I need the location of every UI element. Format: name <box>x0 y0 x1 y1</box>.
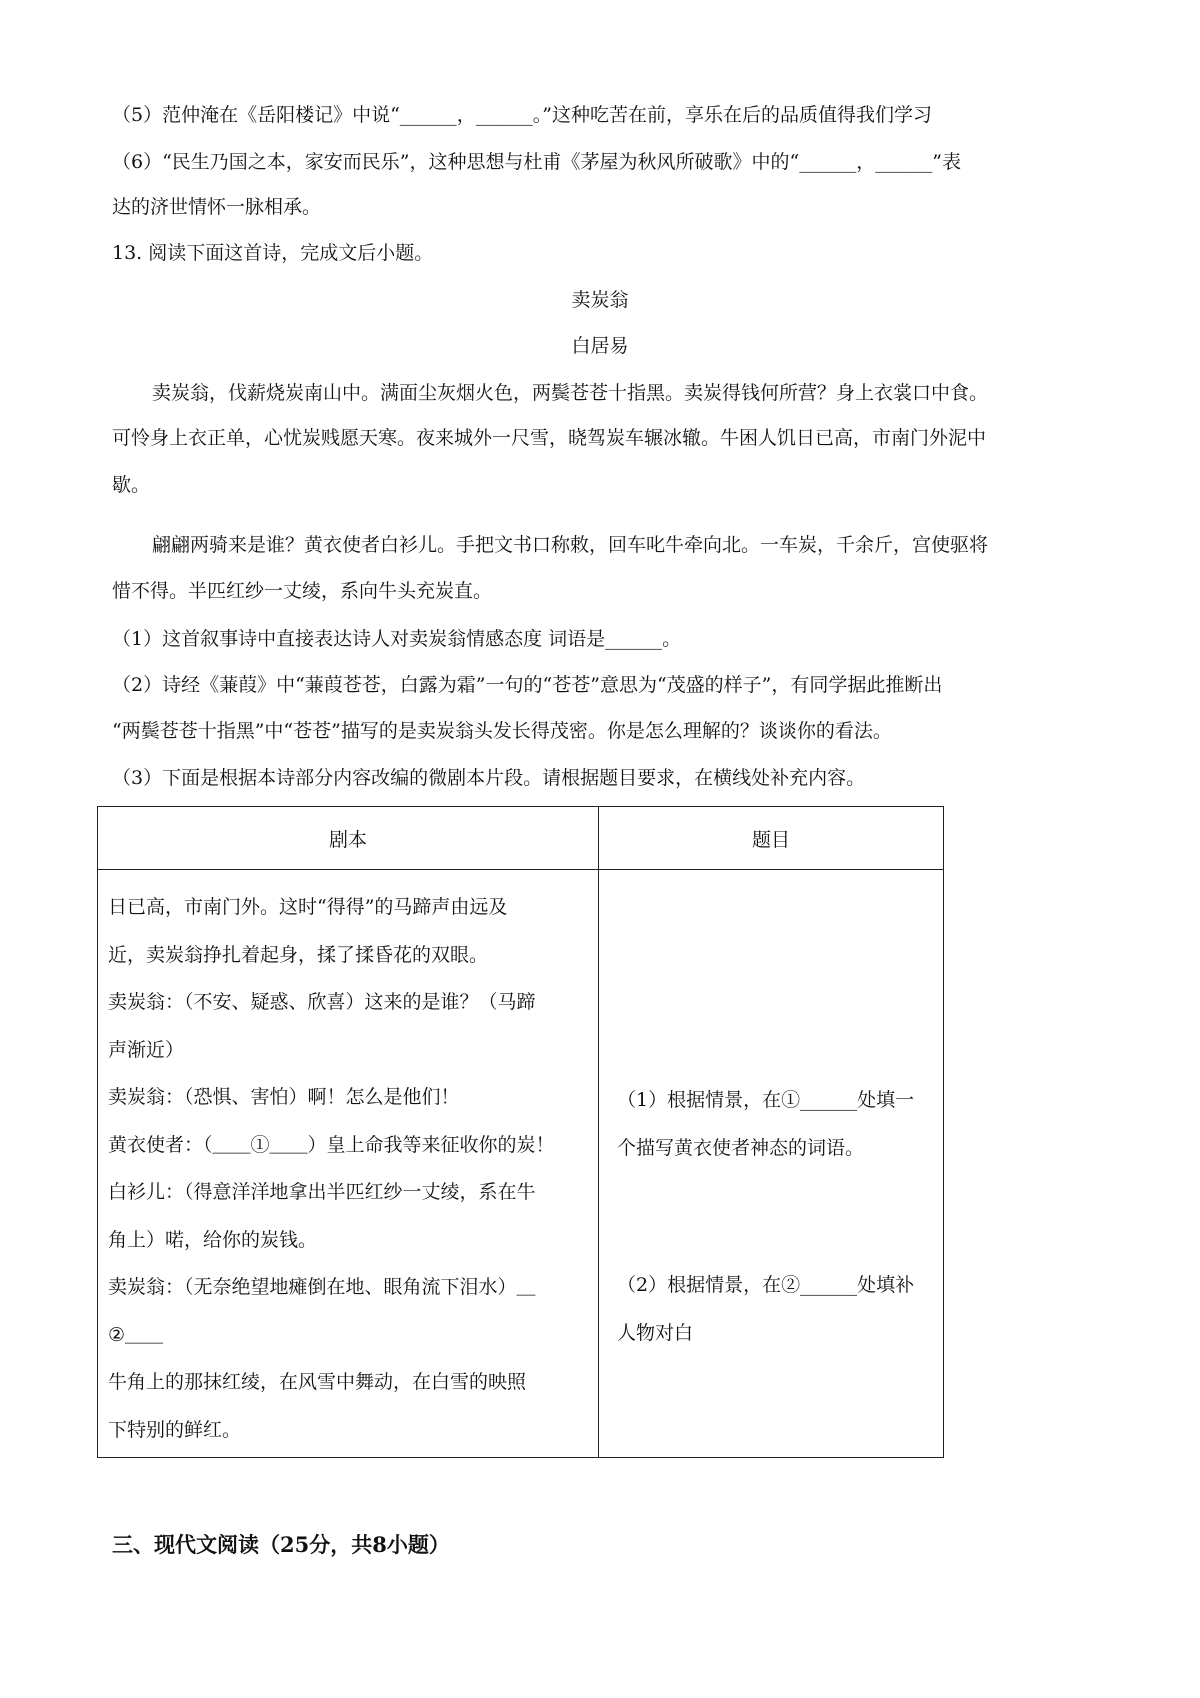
section-heading: 三、现代文阅读（25分，共8小题） <box>112 1532 450 1557</box>
question-6-line-1: （6）“民生乃国之本，家安而民乐”，这种思想与杜甫《茅屋为秋风所破歌》中的“______，______”表 <box>112 151 961 173</box>
subquestion-2-line-2: “两鬓苍苍十指黑”中“苍苍”描写的是卖炭翁头发长得茂密。你是怎么理解的？谈谈你的看法。 <box>112 720 892 742</box>
header-script: 剧本 <box>98 807 599 870</box>
script-line: 角上）喏，给你的炭钱。 <box>108 1228 318 1251</box>
script-line: 白衫儿：（得意洋洋地拿出半匹红纱一丈绫，系在牛 <box>108 1181 536 1203</box>
script-line: 下特别的鲜红。 <box>108 1418 242 1441</box>
poem-paragraph-2-line-1: 翩翩两骑来是谁？黄衣使者白衫儿。手把文书口称敕，回车叱牛牵向北。一车炭，千余斤，宫使驱将 <box>152 534 989 556</box>
subquestion-1: （1）这首叙事诗中直接表达诗人对卖炭翁情感态度 词语是______。 <box>112 628 682 650</box>
poem-title: 卖炭翁 <box>571 289 629 311</box>
poem-paragraph-1-line-2: 可怜身上衣正单，心忧炭贱愿天寒。夜来城外一尺雪，晓驾炭车辗冰辙。牛困人饥日已高，市南门外泥中 <box>112 427 987 449</box>
script-cell <box>98 870 599 1458</box>
poem-author: 白居易 <box>571 335 629 357</box>
micro-script-table <box>97 806 944 1458</box>
script-line: 卖炭翁：（无奈绝望地瘫倒在地、眼角流下泪水）＿ <box>108 1276 536 1298</box>
header-task: 题目 <box>599 807 944 870</box>
task-2-line-1: （2）根据情景，在②______处填补 <box>617 1274 915 1296</box>
script-line: 黄衣使者：（＿＿①＿＿）皇上命我等来征收你的炭！ <box>108 1133 555 1156</box>
task-1 <box>599 870 943 1172</box>
script-line: 日已高，市南门外。这时“得得”的马蹄声由远及 <box>108 896 508 918</box>
script-line: 近，卖炭翁挣扎着起身，揉了揉昏花的双眼。 <box>108 943 489 966</box>
script-line: 牛角上的那抹红绫，在风雪中舞动，在白雪的映照 <box>108 1371 527 1393</box>
script-line: 卖炭翁：（不安、疑惑、欣喜）这来的是谁？（马蹄 <box>108 991 536 1013</box>
script-line: ②＿＿ <box>108 1323 164 1346</box>
script-lines <box>98 870 598 1454</box>
task-cell <box>599 870 944 1458</box>
task-1-line-2: 个描写黄衣使者神态的词语。 <box>617 1136 865 1159</box>
script-line: 卖炭翁：（恐惧、害怕）啊！怎么是他们！ <box>108 1086 460 1108</box>
task-2 <box>599 1172 943 1357</box>
poem-paragraph-1-line-1: 卖炭翁，伐薪烧炭南山中。满面尘灰烟火色，两鬓苍苍十指黑。卖炭得钱何所营？身上衣裳口中食。 <box>152 382 989 404</box>
question-13-prompt: 13. 阅读下面这首诗，完成文后小题。 <box>112 242 434 264</box>
task-2-line-2: 人物对白 <box>617 1321 694 1344</box>
poem-paragraph-1-line-3: 歇。 <box>112 474 151 496</box>
subquestion-3: （3）下面是根据本诗部分内容改编的微剧本片段。请根据题目要求，在横线处补充内容。 <box>112 767 866 789</box>
subquestion-2-line-1: （2）诗经《蒹葭》中“蒹葭苍苍，白露为霜”一句的“苍苍”意思为“茂盛的样子”，有同学据此推断出 <box>112 674 943 696</box>
question-5: （5）范仲淹在《岳阳楼记》中说“______，______。”这种吃苦在前，享乐在后的品质值得我们学习 <box>112 104 933 126</box>
question-6-line-2: 达的济世情怀一脉相承。 <box>112 196 322 218</box>
poem-paragraph-2-line-2: 惜不得。半匹红纱一丈绫，系向牛头充炭直。 <box>112 580 493 602</box>
task-1-line-1: （1）根据情景，在①______处填一 <box>617 1089 915 1111</box>
script-line: 声渐近） <box>108 1038 185 1061</box>
